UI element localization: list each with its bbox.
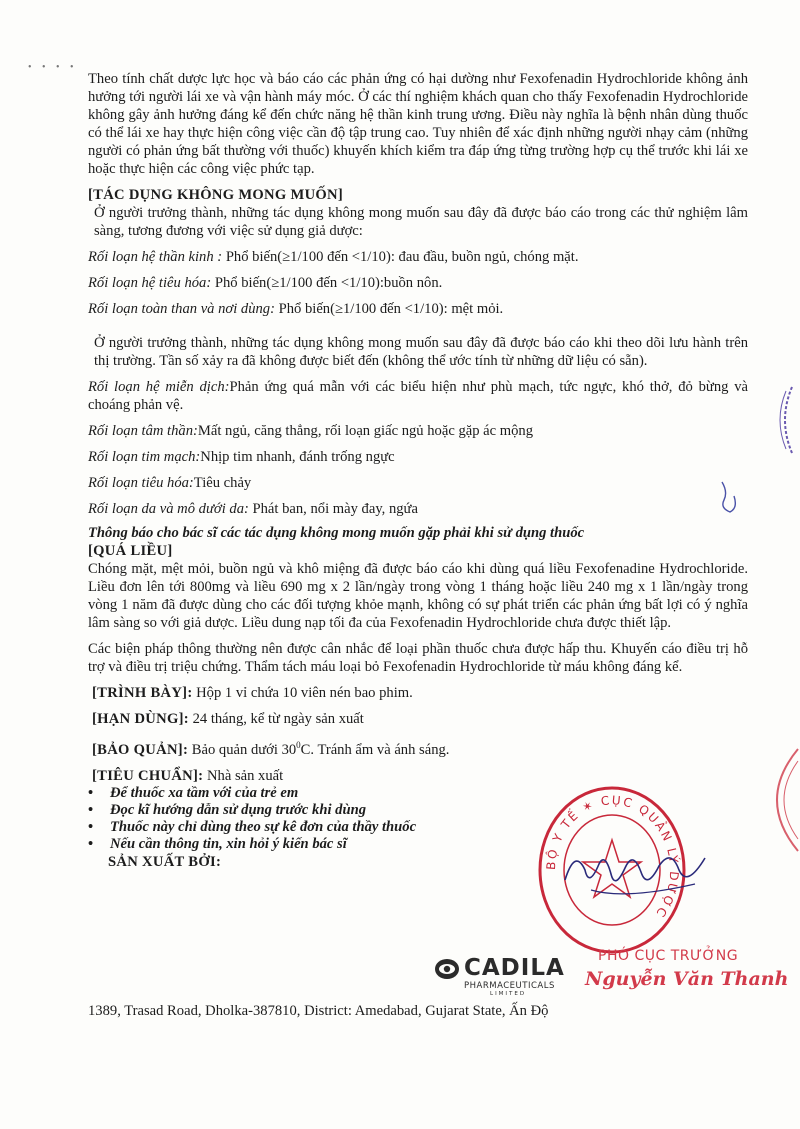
- side-effects-intro-market: Ở người trưởng thành, những tác dụng không mong muốn sau đây đã được báo cáo khi theo dõi lưu hành trên thị trường. Tần số xảy ra đã không được biết đến (không thể ước tính từ những dữ liệu có sẵn).: [94, 335, 748, 369]
- list-item: [88, 300, 748, 318]
- storage-line: [92, 736, 748, 759]
- effect-text: Phổ biến(≥1/100 đến <1/10):buồn nôn.: [211, 275, 443, 291]
- market-effects-list: [88, 378, 748, 518]
- presentation-label: [TRÌNH BÀY]:: [92, 685, 193, 701]
- logo-subtitle: PHARMACEUTICALS: [464, 981, 555, 991]
- effect-label: Rối loạn tim mạch:: [88, 449, 201, 465]
- manufacturer-address: 1389, Trasad Road, Dholka-387810, District: Amedabad, Gujarat State, Ấn Độ: [88, 1003, 549, 1019]
- side-effects-heading: [TÁC DỤNG KHÔNG MONG MUỐN]: [88, 187, 344, 203]
- logo-subtitle-2: LIMITED: [490, 991, 527, 997]
- overdose-heading: [QUÁ LIỀU]: [88, 543, 173, 559]
- effect-text: Phản ứng quá mẫn với các biểu hiện như phù mạch, tức ngực, khó thở, đỏ bừng và choáng phản vệ.: [88, 379, 748, 413]
- list-item: [88, 422, 748, 440]
- logo-name: CADILA: [464, 955, 565, 981]
- product-info: [88, 684, 748, 785]
- effect-text: Phát ban, nổi mày đay, ngứa: [248, 501, 418, 517]
- list-item: [88, 274, 748, 292]
- effect-label: Rối loạn hệ miễn dịch:: [88, 379, 230, 395]
- storage-text: Bảo quản dưới 30: [188, 741, 297, 758]
- list-item: [88, 448, 748, 466]
- standard-text: Nhà sản xuất: [203, 767, 284, 784]
- edge-stamp-fragment: [772, 385, 794, 455]
- expiry-label: [HẠN DÙNG]:: [92, 711, 189, 727]
- seal-text: BỘ Y TẾ ✶ CỤC QUẢN LÝ DƯỢC: [543, 793, 682, 921]
- expiry-text: 24 tháng, kể từ ngày sản xuất: [188, 711, 364, 727]
- list-item: [88, 474, 748, 492]
- document-body: [88, 70, 748, 871]
- storage-degree: 0: [296, 740, 301, 750]
- effect-text: Phổ biến(≥1/100 đến <1/10): mệt mỏi.: [274, 301, 504, 317]
- effect-label: Rối loạn hệ tiêu hóa:: [88, 275, 212, 291]
- side-effects-section: [88, 186, 748, 542]
- intro-paragraph: Theo tính chất dược lực học và báo cáo các phản ứng có hại dường như Fexofenadin Hydrochloride không ảnh hưởng tới người lái xe và vận hành máy móc. Ở các thí nghiệm khách quan cho thấy Fexofenadin Hydrochloride không gây ảnh hưởng đáng kể đến chức năng hệ thần kinh trung ương. Điều này nghĩa là bệnh nhân dùng thuốc có thể lái xe hay thực hiện công việc cần độ tập trung cao. Tuy nhiên để xác định những người nhạy cảm (những người có phản ứng bất thường với thuốc) khuyến khích kiểm tra đáp ứng từng trường hợp cụ thể trước khi lái xe hoặc thực hiện các công việc phức tạp.: [88, 71, 748, 177]
- list-item: • Thuốc này chỉ dùng theo sự kê đơn của thầy thuốc: [88, 819, 748, 836]
- officer-title: PHÓ CỤC TRƯỞNG: [598, 948, 739, 964]
- list-item: • Để thuốc xa tầm với của trẻ em: [88, 785, 748, 802]
- side-effects-intro-trials: Ở người trưởng thành, những tác dụng không mong muốn sau đây đã được báo cáo trong các thử nghiệm lâm sàng, tương đương với việc sử dụng giả dược:: [94, 205, 748, 239]
- storage-text-end: C. Tránh ẩm và ánh sáng.: [300, 741, 450, 758]
- effect-label: Rối loạn hệ thần kinh :: [88, 249, 223, 265]
- side-effects-notice: Thông báo cho bác sĩ các tác dụng không mong muốn gặp phải khi sử dụng thuốc: [88, 525, 585, 541]
- cadila-logo: [434, 955, 574, 997]
- effect-label: Rối loạn toàn than và nơi dùng:: [88, 301, 275, 317]
- effect-label: Rối loạn da và mô dưới da:: [88, 501, 249, 517]
- presentation-line: [92, 684, 748, 702]
- standard-label: [TIÊU CHUẨN]:: [92, 767, 204, 784]
- list-item: [88, 248, 748, 266]
- officer-name: Nguyễn Văn Thanh: [585, 968, 789, 990]
- effect-text: Tiêu chảy: [193, 475, 252, 491]
- overdose-paragraph-2: Các biện pháp thông thường nên được cân nhắc để loại phần thuốc chưa được hấp thu. Khuyến cáo điều trị hỗ trợ và điều trị triệu chứng. Thẩm tách máu loại bỏ Fexofenadin Hydrochloride từ máu không đáng kể.: [88, 641, 748, 675]
- manufacturer-label: SẢN XUẤT BỞI:: [108, 853, 222, 870]
- edge-seal-fragment: [752, 745, 800, 855]
- list-item: [88, 500, 748, 518]
- list-item: • Nếu cần thông tin, xin hỏi ý kiến bác sĩ: [88, 836, 748, 853]
- effect-text: Nhịp tim nhanh, đánh trống ngực: [200, 449, 395, 465]
- effect-label: Rối loạn tiêu hóa:: [88, 475, 194, 491]
- effect-text: Mất ngủ, căng thẳng, rối loạn giấc ngủ hoặc gặp ác mộng: [197, 423, 534, 439]
- initials-mark: [714, 478, 744, 518]
- list-item: • Đọc kĩ hướng dẫn sử dụng trước khi dùng: [88, 802, 748, 819]
- overdose-paragraph-1: Chóng mặt, mệt mỏi, buồn ngủ và khô miệng đã được báo cáo khi dùng quá liều Fexofenadine Hydrochloride. Liều đơn lên tới 800mg và liều 690 mg x 2 lần/ngày trong vòng 1 tháng hoặc liều 240 mg x 1 lần/ngày trong vòng 1 năm đã được dùng cho các đối tượng khỏe mạnh, không có sự phát triển các phản ứng bất lợi có ý nghĩa lâm sàng so với giả dược. Liều dung nạp tối đa của Fexofenadin Hydrochloride chưa được thiết lập.: [88, 561, 748, 631]
- presentation-text: Hộp 1 vỉ chứa 10 viên nén bao phim.: [192, 685, 413, 701]
- cadila-eye-icon: [434, 957, 460, 981]
- effect-label: Rối loạn tâm thần:: [88, 423, 198, 439]
- effect-text: Phổ biến(≥1/100 đến <1/10): đau đầu, buồn ngủ, chóng mặt.: [222, 249, 579, 265]
- storage-label: [BẢO QUẢN]:: [92, 741, 189, 758]
- corner-punch-marks: • • • •: [28, 62, 78, 73]
- expiry-line: [92, 710, 748, 728]
- overdose-section: [88, 542, 748, 676]
- handwritten-signature: [555, 840, 715, 910]
- list-item: [88, 378, 748, 414]
- trial-effects-list: [88, 248, 748, 318]
